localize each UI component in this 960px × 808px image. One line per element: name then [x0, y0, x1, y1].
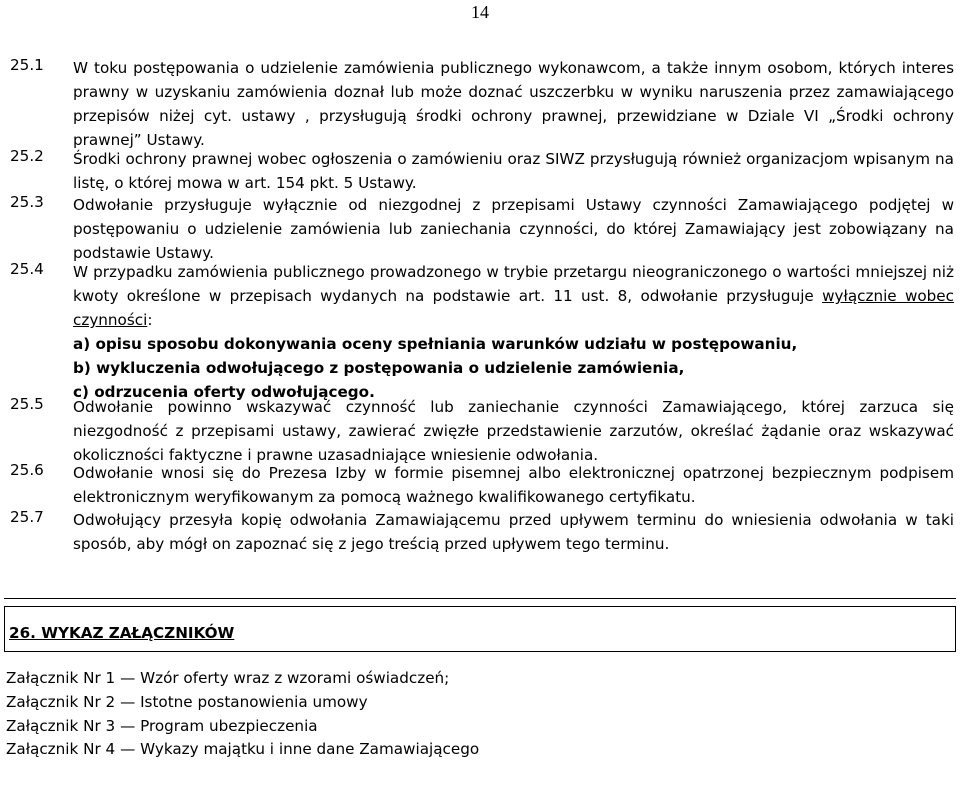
attachment-item [6, 666, 449, 690]
list-item: a) opisu sposobu dokonywania oceny spełniania warunków udziału w postępowaniu, [73, 335, 798, 353]
attachment-label: Załącznik Nr 3 [6, 717, 116, 735]
attachment-label: Załącznik Nr 1 [6, 669, 116, 687]
section-text: W toku postępowania o udzielenie zamówienia publicznego wykonawcom, a także innym osobom, których interes prawny w uzyskaniu zamówienia doznał lub może doznać uszczerbku w wyniku naruszenia przez zamawiającego przepisów niżej cyt. ustawy , przysługują środki ochrony prawnej, przewidziane w Dziale VI „Środki ochrony prawnej” Ustawy. [73, 59, 954, 149]
attachment-item [6, 737, 479, 761]
attachment-desc: Program ubezpieczenia [140, 717, 318, 735]
attachment-desc: Wykazy majątku i inne dane Zamawiającego [140, 740, 480, 758]
section-text [73, 260, 954, 404]
section-text: Odwołanie przysługuje wyłącznie od niezgodnej z przepisami Ustawy czynności Zamawiającego podjętej w postępowaniu o udzielenie zamówienia lub zaniechania czynności, do której Zamawiający jest zobowiązany na podstawie Ustawy. [73, 196, 954, 262]
page-number: 14 [471, 2, 489, 22]
section-number: 25.5 [10, 395, 44, 413]
section-text: Odwołanie wnosi się do Prezesa Izby w formie pisemnej albo elektronicznej opatrzonej bezpiecznym podpisem elektronicznym weryfikowanym za pomocą ważnego kwalifikowanego certyfikatu. [73, 464, 954, 506]
section-text: Środki ochrony prawnej wobec ogłoszenia o zamówieniu oraz SIWZ przysługują również organizacjom wpisanym na listę, o której mowa w art. 154 pkt. 5 Ustawy. [73, 150, 954, 192]
section-number: 25.6 [10, 461, 44, 479]
attachment-item [6, 690, 368, 714]
section-number: 25.4 [10, 260, 44, 278]
attachment-dash: — [120, 740, 136, 758]
section-text-main: W przypadku zamówienia publicznego prowadzonego w trybie przetargu nieograniczonego o wartości mniejszej niż kwoty określone w przepisach wydanych na podstawie art. 11 ust. 8, odwołanie przysługuje [73, 263, 954, 305]
attachment-item [6, 714, 318, 738]
heading-box [4, 606, 956, 652]
attachment-desc: Wzór oferty wraz z wzorami oświadczeń; [140, 669, 450, 687]
colon: : [147, 311, 153, 329]
section-number: 25.7 [10, 508, 44, 526]
attachment-label: Załącznik Nr 2 [6, 693, 116, 711]
attachment-label: Załącznik Nr 4 [6, 740, 116, 758]
attachment-desc: Istotne postanowienia umowy [140, 693, 368, 711]
attachment-dash: — [120, 693, 136, 711]
section-number: 25.1 [10, 56, 44, 74]
list-item: c) odrzucenia oferty odwołującego. [73, 383, 375, 401]
attachment-dash: — [120, 717, 136, 735]
section-text: Odwołanie powinno wskazywać czynność lub zaniechanie czynności Zamawiającego, której zarzuca się niezgodność z przepisami ustawy, zawierać zwięzłe przedstawienie zarzutów, określać żądanie oraz wskazywać okoliczności faktyczne i prawne uzasadniające wniesienie odwołania. [73, 398, 954, 464]
underlined-phrase: wyłącznie wobec czynności [73, 287, 955, 329]
section-heading: 26. WYKAZ ZAŁĄCZNIKÓW [9, 624, 235, 642]
list-item: b) wykluczenia odwołującego z postępowania o udzielenie zamówienia, [73, 359, 685, 377]
section-number: 25.3 [10, 193, 44, 211]
section-text: Odwołujący przesyła kopię odwołania Zamawiającemu przed upływem terminu do wniesienia odwołania w taki sposób, aby mógł on zapoznać się z jego treścią przed upływem tego terminu. [73, 511, 954, 553]
section-number: 25.2 [10, 147, 44, 165]
attachment-dash: — [120, 669, 136, 687]
